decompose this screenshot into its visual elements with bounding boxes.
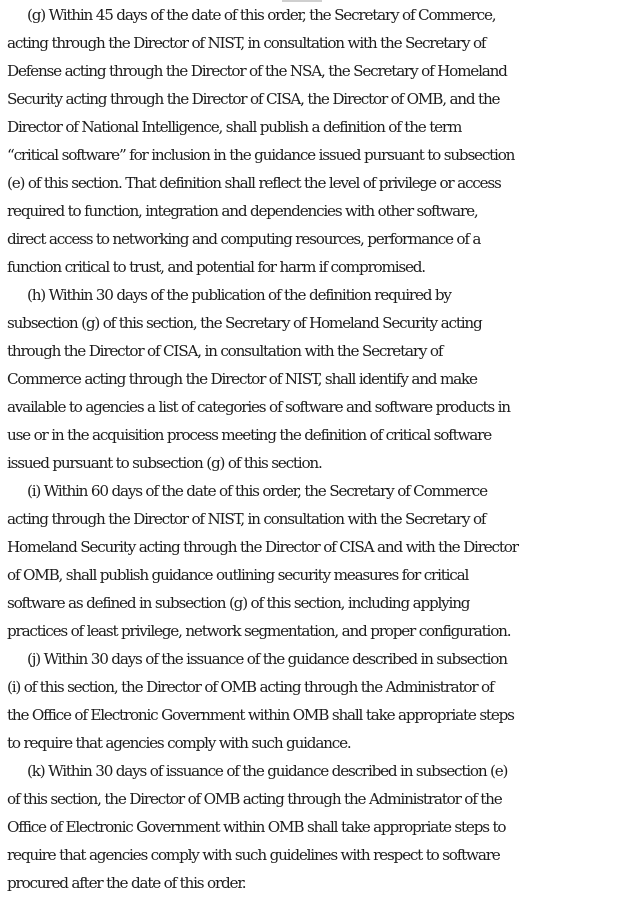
text-line: subsection (g) of this section, the Secretary of Homeland Security acting xyxy=(7,314,482,332)
text-line: require that agencies comply with such guidelines with respect to software xyxy=(7,846,500,864)
paragraph-h-first-line: (h) Within 30 days of the publication of the definition required by xyxy=(27,286,451,304)
text-line: acting through the Director of NIST, in consultation with the Secretary of xyxy=(7,34,486,52)
paragraph-j xyxy=(7,645,619,757)
text-line: Defense acting through the Director of the NSA, the Secretary of Homeland xyxy=(7,62,507,80)
text-line: Director of National Intelligence, shall publish a definition of the term xyxy=(7,118,462,136)
text-line: (e) of this section. That definition shall reflect the level of privilege or access xyxy=(7,174,501,192)
paragraph-k-first-line: (k) Within 30 days of issuance of the guidance described in subsection (e) xyxy=(27,762,508,780)
paragraph-h xyxy=(7,281,619,477)
text-line: practices of least privilege, network segmentation, and proper configuration. xyxy=(7,622,511,640)
paragraph-k xyxy=(7,757,619,897)
paragraph-j-first-line: (j) Within 30 days of the issuance of the guidance described in subsection xyxy=(27,650,507,668)
text-line: of this section, the Director of OMB acting through the Administrator of the xyxy=(7,790,502,808)
text-line: procured after the date of this order. xyxy=(7,874,246,892)
text-line: “critical software” for inclusion in the guidance issued pursuant to subsection xyxy=(7,146,515,164)
text-line: Security acting through the Director of CISA, the Director of OMB, and the xyxy=(7,90,500,108)
paragraph-g xyxy=(7,1,619,281)
paragraph-i-first-line: (i) Within 60 days of the date of this order, the Secretary of Commerce xyxy=(27,482,487,500)
text-line: direct access to networking and computing resources, performance of a xyxy=(7,230,481,248)
document-body xyxy=(7,1,619,897)
text-line: Commerce acting through the Director of NIST, shall identify and make xyxy=(7,370,477,388)
text-line: function critical to trust, and potential for harm if compromised. xyxy=(7,258,425,276)
text-line: Office of Electronic Government within OMB shall take appropriate steps to xyxy=(7,818,506,836)
text-line: issued pursuant to subsection (g) of this section. xyxy=(7,454,322,472)
text-line: required to function, integration and dependencies with other software, xyxy=(7,202,478,220)
text-line: software as defined in subsection (g) of this section, including applying xyxy=(7,594,470,612)
text-line: of OMB, shall publish guidance outlining security measures for critical xyxy=(7,566,469,584)
text-line: use or in the acquisition process meeting the definition of critical software xyxy=(7,426,492,444)
text-line: acting through the Director of NIST, in consultation with the Secretary of xyxy=(7,510,486,528)
text-line: Homeland Security acting through the Director of CISA and with the Director xyxy=(7,538,518,556)
paragraph-i xyxy=(7,477,619,645)
text-line: (i) of this section, the Director of OMB acting through the Administrator of xyxy=(7,678,494,696)
text-line: through the Director of CISA, in consultation with the Secretary of xyxy=(7,342,443,360)
text-line: available to agencies a list of categories of software and software products in xyxy=(7,398,510,416)
text-line: the Office of Electronic Government within OMB shall take appropriate steps xyxy=(7,706,514,724)
paragraph-g-first-line: (g) Within 45 days of the date of this order, the Secretary of Commerce, xyxy=(27,6,496,24)
text-line: to require that agencies comply with such guidance. xyxy=(7,734,351,752)
